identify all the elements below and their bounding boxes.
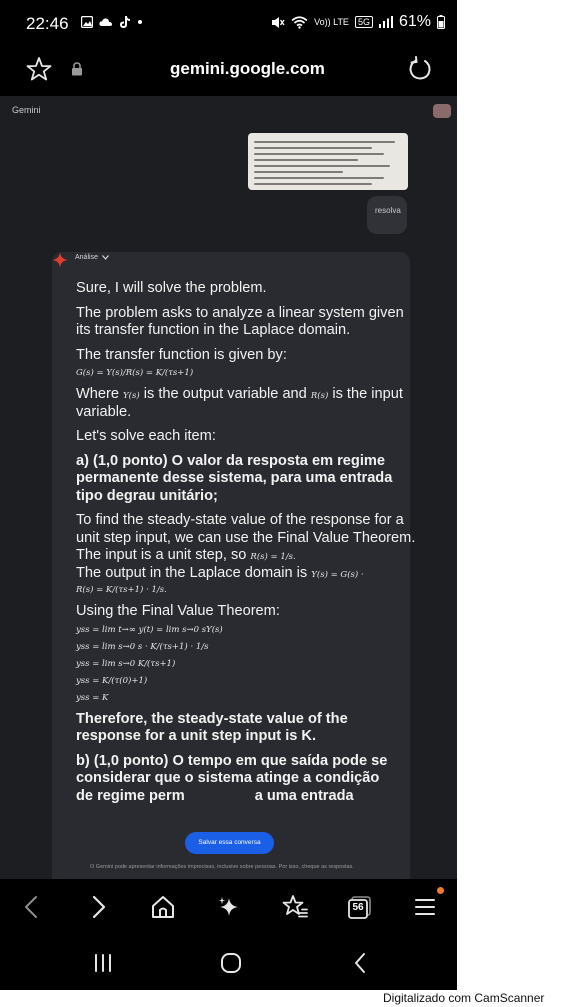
battery-percent: 61% bbox=[398, 13, 431, 30]
status-notification-icons bbox=[81, 15, 143, 29]
mute-icon bbox=[271, 16, 285, 29]
response-paragraph bbox=[76, 565, 416, 583]
math-inline: R(s) = 1/s. bbox=[250, 552, 296, 562]
network-type-badge: 5G bbox=[355, 16, 373, 28]
app-title: Gemini bbox=[12, 105, 41, 115]
response-paragraph: To find the steady-state value of the response for a unit step input, we can use the Final Value Theorem. bbox=[76, 512, 416, 546]
final-value-theorem-steps bbox=[76, 624, 416, 705]
text-span: de regime perm bbox=[76, 787, 185, 804]
text-span: The input is a unit step, so bbox=[76, 547, 247, 563]
gallery-icon bbox=[81, 16, 93, 28]
menu-icon[interactable] bbox=[411, 893, 439, 921]
address-bar bbox=[0, 50, 457, 96]
cloud-icon bbox=[99, 17, 113, 27]
math-line: G(s) = Y(s)/R(s) = K/(τs+1) bbox=[76, 368, 194, 378]
tabs-button[interactable] bbox=[346, 893, 374, 921]
dot-icon bbox=[137, 19, 143, 25]
transfer-function-formula bbox=[76, 367, 416, 380]
text-span: is the output variable and bbox=[143, 386, 307, 402]
model-selector-label: Análise bbox=[75, 254, 98, 261]
status-system-icons bbox=[271, 13, 445, 31]
math-line: yss = lim s→0 K/(τs+1) bbox=[76, 658, 176, 669]
notification-dot bbox=[437, 887, 444, 894]
math-inline: R(s) bbox=[310, 391, 329, 401]
home-circle-icon[interactable] bbox=[219, 951, 243, 975]
save-conversation-button[interactable]: Salvar essa conversa bbox=[185, 832, 274, 854]
math-inline: Y(s) = G(s) · bbox=[311, 569, 364, 580]
system-navigation-bar bbox=[0, 935, 457, 990]
lock-icon[interactable] bbox=[71, 62, 83, 76]
reload-icon[interactable] bbox=[407, 56, 433, 82]
volte-label: Vo)) LTE bbox=[314, 17, 349, 27]
user-message-text: resolva bbox=[375, 206, 401, 215]
math-line: yss = lim s→0 s · K/(τs+1) · 1/s bbox=[76, 641, 209, 652]
system-back-icon[interactable] bbox=[349, 951, 373, 975]
response-paragraph bbox=[76, 547, 416, 565]
battery-icon bbox=[437, 15, 445, 29]
status-bar bbox=[0, 0, 457, 50]
text-span: is the input variable. bbox=[76, 386, 403, 420]
text-span: a uma entrada bbox=[254, 787, 354, 804]
response-intro: Sure, I will solve the problem. bbox=[76, 280, 267, 296]
wifi-icon bbox=[291, 16, 308, 29]
math-line: R(s) = K/(τs+1) · 1/s. bbox=[76, 585, 167, 595]
question-item-b-continued bbox=[76, 788, 416, 806]
question-item-b: b) (1,0 ponto) O tempo em que saída pode se considerar que o sistema atinge a condição bbox=[76, 752, 388, 786]
bookmarks-icon[interactable] bbox=[281, 893, 309, 921]
math-line: yss = K/(τ(0)+1) bbox=[76, 675, 148, 686]
home-icon[interactable] bbox=[149, 893, 177, 921]
uploaded-image-thumbnail[interactable] bbox=[248, 133, 408, 190]
response-paragraph bbox=[76, 386, 416, 421]
tabs-count: 56 bbox=[352, 902, 364, 913]
response-paragraph: Using the Final Value Theorem: bbox=[76, 603, 280, 619]
ai-sparkle-icon[interactable] bbox=[215, 893, 243, 921]
response-paragraph: Let's solve each item: bbox=[76, 428, 216, 444]
math-line: yss = lim t→∞ y(t) = lim s→0 sY(s) bbox=[76, 624, 223, 635]
tiktok-icon bbox=[119, 15, 131, 29]
signal-icon bbox=[379, 16, 393, 28]
math-line: yss = K bbox=[76, 692, 109, 703]
url-text[interactable]: gemini.google.com bbox=[170, 59, 325, 78]
text-span: The output in the Laplace domain is bbox=[76, 564, 308, 581]
status-time: 22:46 bbox=[26, 14, 69, 33]
response-paragraph: The transfer function is given by: bbox=[76, 346, 287, 363]
avatar[interactable] bbox=[433, 104, 451, 118]
gemini-page[interactable] bbox=[0, 96, 457, 879]
browser-toolbar bbox=[0, 879, 457, 935]
forward-arrow-icon[interactable] bbox=[84, 893, 112, 921]
recent-apps-icon[interactable] bbox=[91, 951, 115, 975]
response-paragraph: The problem asks to analyze a linear system given its transfer function in the Laplace domain. bbox=[76, 304, 404, 338]
bookmark-star-icon[interactable] bbox=[26, 56, 52, 82]
output-formula bbox=[76, 584, 416, 597]
text-span: Where bbox=[76, 386, 119, 402]
response-content bbox=[76, 280, 416, 812]
gemini-sparkle-icon bbox=[52, 252, 68, 268]
math-inline: Y(s) bbox=[123, 391, 140, 401]
response-conclusion: Therefore, the steady-state value of the response for a unit step input is K. bbox=[76, 710, 348, 744]
disclaimer-text: O Gemini pode apresentar informações imprecisas, inclusive sobre pessoas. Por isso, cheque as respostas. bbox=[90, 864, 354, 870]
back-arrow-icon[interactable] bbox=[18, 893, 46, 921]
user-message-bubble bbox=[367, 196, 407, 234]
chevron-down-icon bbox=[102, 255, 109, 260]
model-selector[interactable] bbox=[75, 254, 109, 261]
scanner-watermark: Digitalizado com CamScanner bbox=[383, 991, 545, 1005]
question-item-a: a) (1,0 ponto) O valor da resposta em regime permanente desse sistema, para uma entrada tipo degrau unitário; bbox=[76, 452, 393, 504]
